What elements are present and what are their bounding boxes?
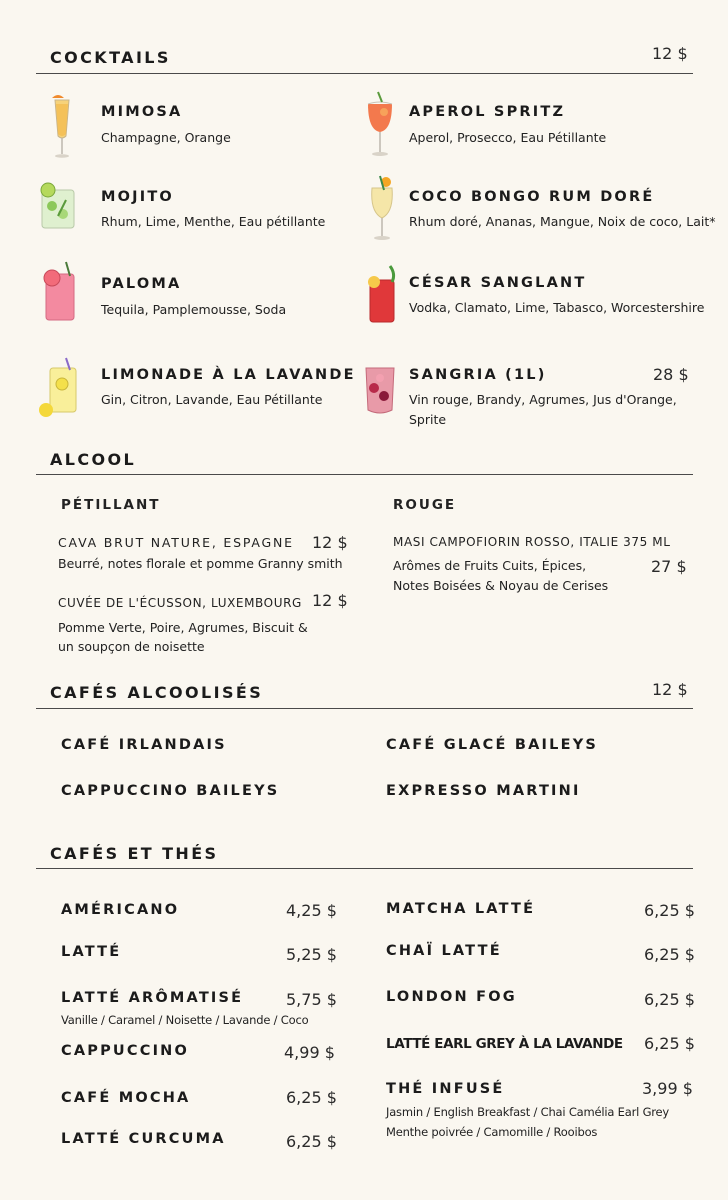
cocktail-desc: Vin rouge, Brandy, Agrumes, Jus d'Orange, bbox=[409, 392, 677, 407]
rouge-heading: ROUGE bbox=[393, 497, 457, 513]
sangria-pitcher-icon bbox=[360, 354, 400, 426]
menu-item-name: CAFÉ GLACÉ BAILEYS bbox=[386, 737, 599, 753]
mojito-glass-icon bbox=[38, 176, 78, 248]
cafes-thes-section-title: CAFÉS ET THÉS bbox=[50, 844, 219, 863]
cocktail-name: LIMONADE À LA LAVANDE bbox=[101, 367, 356, 383]
cocktail-name: SANGRIA (1L) bbox=[409, 367, 547, 383]
menu-item-price: 4,25 $ bbox=[286, 901, 337, 920]
menu-item-note: Menthe poivrée / Camomille / Rooibos bbox=[386, 1125, 598, 1139]
petillant-heading: PÉTILLANT bbox=[61, 497, 161, 513]
cafes-alcoolises-divider bbox=[36, 708, 693, 709]
sangria-price: 28 $ bbox=[653, 365, 689, 384]
menu-item-price: 6,25 $ bbox=[286, 1088, 337, 1107]
wine-desc: Pomme Verte, Poire, Agrumes, Biscuit & bbox=[58, 620, 308, 635]
wine-desc: Beurré, notes florale et pomme Granny smith bbox=[58, 556, 343, 571]
menu-item-price: 6,25 $ bbox=[644, 945, 695, 964]
menu-item-price: 6,25 $ bbox=[286, 1132, 337, 1151]
wine-desc: Notes Boisées & Noyau de Cerises bbox=[393, 578, 609, 593]
menu-item-name: LONDON FOG bbox=[386, 989, 517, 1005]
cocktail-name: APEROL SPRITZ bbox=[409, 104, 566, 120]
menu-item-price: 4,99 $ bbox=[284, 1043, 335, 1062]
cocktail-desc: Champagne, Orange bbox=[101, 130, 231, 145]
cocktail-desc: Sprite bbox=[409, 412, 447, 427]
menu-item-name: CAFÉ IRLANDAIS bbox=[61, 737, 227, 753]
cocktail-desc: Vodka, Clamato, Lime, Tabasco, Worcestershire bbox=[409, 300, 705, 315]
cocktail-name: COCO BONGO RUM DORÉ bbox=[409, 189, 655, 205]
menu-item-name: LATTÉ EARL GREY À LA LAVANDE bbox=[386, 1036, 623, 1052]
cafes-alcoolises-price: 12 $ bbox=[652, 680, 688, 699]
menu-item-name: CAFÉ MOCHA bbox=[61, 1090, 191, 1106]
alcool-section-title: ALCOOL bbox=[50, 450, 137, 469]
menu-item-name: AMÉRICANO bbox=[61, 902, 180, 918]
cocktails-divider bbox=[36, 73, 693, 74]
menu-item-price: 5,75 $ bbox=[286, 990, 337, 1009]
cocktail-desc: Gin, Citron, Lavande, Eau Pétillante bbox=[101, 392, 323, 407]
menu-item-name: CHAÏ LATTÉ bbox=[386, 943, 502, 959]
wine-name: CUVÉE DE L'ÉCUSSON, LUXEMBOURG bbox=[58, 596, 302, 610]
cocktail-name: CÉSAR SANGLANT bbox=[409, 275, 587, 291]
wine-name: MASI CAMPOFIORIN ROSSO, ITALIE 375 ML bbox=[393, 535, 671, 549]
menu-item-note: Jasmin / English Breakfast / Chai Camélia Earl Grey bbox=[386, 1105, 670, 1119]
menu-item-name: LATTÉ ARÔMATISÉ bbox=[61, 990, 244, 1006]
menu-item-name: THÉ INFUSÉ bbox=[386, 1081, 505, 1097]
cocktail-name: PALOMA bbox=[101, 276, 182, 292]
cocktail-name: MIMOSA bbox=[101, 104, 183, 120]
mimosa-glass-icon bbox=[42, 90, 82, 162]
cocktail-desc: Aperol, Prosecco, Eau Pétillante bbox=[409, 130, 607, 145]
aperol-spritz-glass-icon bbox=[360, 88, 400, 160]
menu-item-name: LATTÉ CURCUMA bbox=[61, 1131, 226, 1147]
menu-item-price: 6,25 $ bbox=[644, 1034, 695, 1053]
paloma-glass-icon bbox=[40, 260, 80, 332]
cafes-thes-divider bbox=[36, 868, 693, 869]
cocktails-section-title: COCKTAILS bbox=[50, 48, 171, 67]
menu-item-price: 6,25 $ bbox=[644, 901, 695, 920]
menu-item-name: CAPPUCCINO BAILEYS bbox=[61, 783, 280, 799]
menu-item-price: 5,25 $ bbox=[286, 945, 337, 964]
menu-item-name: EXPRESSO MARTINI bbox=[386, 783, 581, 799]
wine-desc: un soupçon de noisette bbox=[58, 639, 205, 654]
cocktail-desc: Rhum doré, Ananas, Mangue, Noix de coco, Lait* bbox=[409, 214, 716, 229]
menu-item-name: CAPPUCCINO bbox=[61, 1043, 190, 1059]
wine-price: 12 $ bbox=[312, 533, 348, 552]
alcool-divider bbox=[36, 474, 693, 475]
cafes-alcoolises-section-title: CAFÉS ALCOOLISÉS bbox=[50, 683, 264, 702]
cocktail-desc: Rhum, Lime, Menthe, Eau pétillante bbox=[101, 214, 326, 229]
wine-price: 12 $ bbox=[312, 591, 348, 610]
wine-price: 27 $ bbox=[651, 557, 687, 576]
lemonade-glass-icon bbox=[36, 354, 84, 426]
coco-bongo-glass-icon bbox=[362, 172, 402, 244]
menu-item-name: MATCHA LATTÉ bbox=[386, 901, 536, 917]
menu-item-note: Vanille / Caramel / Noisette / Lavande / Coco bbox=[61, 1013, 309, 1027]
wine-desc: Arômes de Fruits Cuits, Épices, bbox=[393, 558, 587, 573]
cocktail-name: MOJITO bbox=[101, 189, 174, 205]
menu-item-price: 3,99 $ bbox=[642, 1079, 693, 1098]
cocktail-desc: Tequila, Pamplemousse, Soda bbox=[101, 302, 287, 317]
menu-item-price: 6,25 $ bbox=[644, 990, 695, 1009]
cocktails-price: 12 $ bbox=[652, 44, 688, 63]
caesar-glass-icon bbox=[362, 262, 402, 334]
menu-item-name: LATTÉ bbox=[61, 944, 122, 960]
wine-name: CAVA BRUT NATURE, ESPAGNE bbox=[58, 535, 294, 550]
